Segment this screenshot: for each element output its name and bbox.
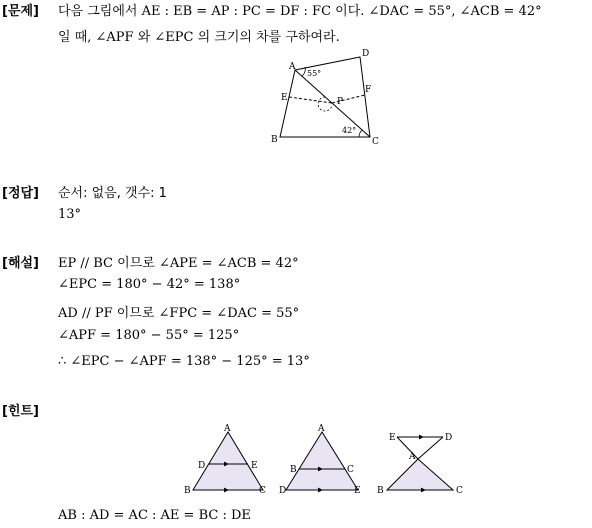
explanation-line-4: ∠APF = 180° − 55° = 125° bbox=[58, 328, 240, 343]
answer-tag: [정답] bbox=[2, 186, 39, 201]
angle-c-arc bbox=[359, 130, 362, 137]
segment-da bbox=[418, 437, 443, 459]
hint1-label-d: D bbox=[198, 461, 206, 471]
label-p: P bbox=[337, 97, 344, 107]
hint3-label-b: B bbox=[377, 486, 384, 496]
label-angle-55: 55° bbox=[307, 69, 322, 78]
explanation-line-3: AD // PF 이므로 ∠FPC = ∠DAC = 55° bbox=[58, 306, 300, 321]
hint2-label-b: B bbox=[290, 465, 297, 475]
hint2-label-a: A bbox=[318, 424, 325, 434]
label-f: F bbox=[365, 85, 372, 95]
diagonal-ac bbox=[295, 70, 370, 137]
label-c: C bbox=[372, 137, 379, 147]
hint1-label-a: A bbox=[224, 424, 231, 434]
explanation-line-2: ∠EPC = 180° − 42° = 138° bbox=[58, 277, 241, 292]
hint2-label-c: C bbox=[347, 465, 354, 475]
hint3-label-c: C bbox=[456, 486, 463, 496]
hint3-label-d: D bbox=[445, 433, 453, 443]
angle-p-arc bbox=[318, 97, 332, 111]
hint1-label-b: B bbox=[184, 486, 191, 496]
hint-formula: AB : AD = AC : AE = BC : DE bbox=[58, 508, 251, 523]
label-e: E bbox=[281, 93, 288, 103]
hint1-label-c: C bbox=[259, 486, 266, 496]
hint-figure-2 bbox=[278, 422, 370, 497]
answer-value: 13° bbox=[58, 207, 82, 222]
triangle-abc-3 bbox=[387, 459, 453, 490]
hint2-label-e: E bbox=[354, 486, 361, 496]
hint-tag: [힌트] bbox=[2, 404, 39, 419]
problem-tag: [문제] bbox=[2, 4, 39, 19]
problem-line2: 일 때, ∠APF 와 ∠EPC 의 크기의 차를 구하여라. bbox=[58, 30, 340, 45]
label-angle-42: 42° bbox=[342, 126, 357, 135]
label-d: D bbox=[362, 49, 370, 59]
explanation-tag: [해설] bbox=[2, 256, 39, 271]
problem-line1: 다음 그림에서 AE : EB = AP : PC = DF : FC 이다. ∠DAC = 55°, ∠ACB = 42° bbox=[58, 4, 542, 19]
hint2-label-d: D bbox=[279, 486, 287, 496]
explanation-line-1: EP // BC 이므로 ∠APE = ∠ACB = 42° bbox=[58, 256, 299, 271]
hint-figure-1 bbox=[183, 422, 273, 497]
hint3-label-e: E bbox=[389, 433, 396, 443]
hint-figure-3 bbox=[375, 426, 475, 498]
problem-figure bbox=[265, 45, 390, 150]
hint1-label-e: E bbox=[251, 461, 258, 471]
label-b: B bbox=[271, 135, 278, 145]
answer-line1: 순서: 없음, 갯수: 1 bbox=[58, 186, 167, 201]
label-a: A bbox=[289, 62, 296, 72]
hint3-label-a: A bbox=[409, 452, 416, 462]
explanation-line-5: ∴ ∠EPC − ∠APF = 138° − 125° = 13° bbox=[58, 354, 310, 369]
triangle-ade bbox=[286, 432, 358, 490]
arrow-ed bbox=[419, 435, 423, 439]
